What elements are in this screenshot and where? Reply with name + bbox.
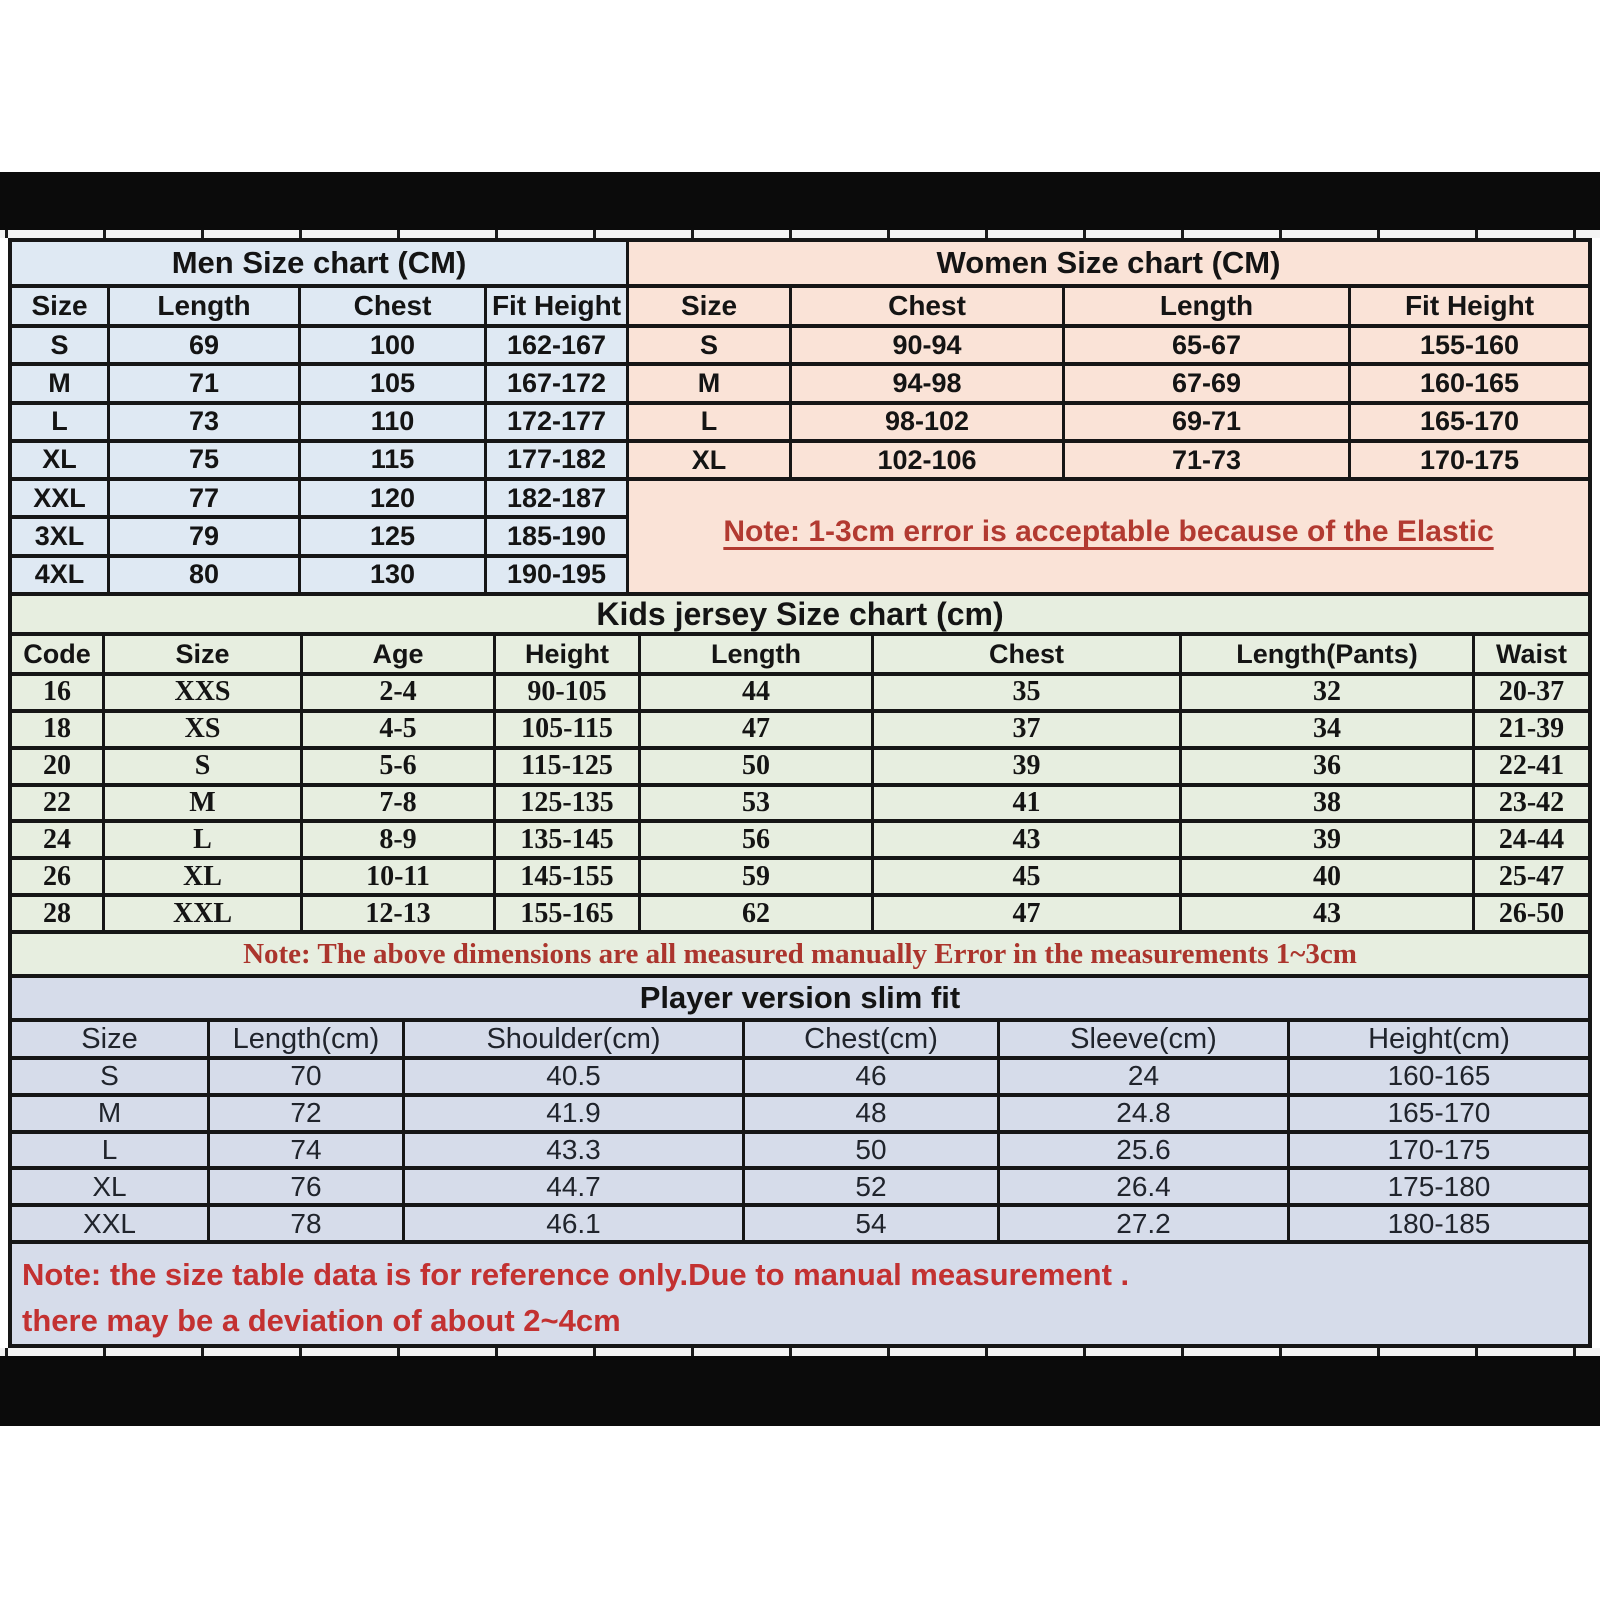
table-cell: 26.4 — [1000, 1170, 1287, 1203]
header-cell: Chest — [792, 288, 1062, 324]
table-cell: XL — [12, 443, 107, 477]
table-cell: L — [105, 823, 300, 856]
table-cell: M — [105, 787, 300, 820]
men-table-title: Men Size chart (CM) — [12, 242, 626, 284]
header-cell: Length(cm) — [210, 1022, 402, 1056]
table-cell: 62 — [641, 897, 871, 930]
table-cell: 160-165 — [1290, 1060, 1588, 1093]
table-cell: 70 — [210, 1060, 402, 1093]
table-cell: M — [12, 1097, 207, 1130]
header-cell: Size — [12, 288, 107, 324]
header-cell: Chest — [874, 636, 1179, 672]
table-cell: 165-170 — [1290, 1097, 1588, 1130]
table-cell: 190-195 — [487, 558, 626, 592]
table-cell: 28 — [12, 897, 102, 930]
header-cell: Length — [641, 636, 871, 672]
header-cell: Size — [629, 288, 789, 324]
table-cell: 105-115 — [496, 713, 638, 746]
header-cell: Chest(cm) — [745, 1022, 997, 1056]
table-cell: XS — [105, 713, 300, 746]
player-table-title: Player version slim fit — [12, 978, 1588, 1018]
table-cell: 125-135 — [496, 787, 638, 820]
table-cell: L — [629, 405, 789, 439]
table-cell: 77 — [110, 481, 298, 515]
table-cell: XXL — [12, 1207, 207, 1240]
table-cell: 155-165 — [496, 897, 638, 930]
table-cell: 120 — [301, 481, 484, 515]
table-cell: 155-160 — [1351, 328, 1588, 362]
table-cell: 110 — [301, 405, 484, 439]
table-cell: 43 — [1182, 897, 1472, 930]
table-cell: 72 — [210, 1097, 402, 1130]
table-cell: S — [105, 750, 300, 783]
table-cell: 10-11 — [303, 860, 493, 893]
table-cell: 115 — [301, 443, 484, 477]
table-cell: 175-180 — [1290, 1170, 1588, 1203]
table-cell: XL — [12, 1170, 207, 1203]
table-cell: 182-187 — [487, 481, 626, 515]
header-cell: Length(Pants) — [1182, 636, 1472, 672]
table-cell: 46.1 — [405, 1207, 742, 1240]
table-cell: M — [629, 366, 789, 400]
table-cell: 41.9 — [405, 1097, 742, 1130]
table-cell: 16 — [12, 676, 102, 709]
table-cell: 32 — [1182, 676, 1472, 709]
header-cell: Age — [303, 636, 493, 672]
table-cell: 43.3 — [405, 1134, 742, 1167]
table-cell: 56 — [641, 823, 871, 856]
header-cell: Code — [12, 636, 102, 672]
table-cell: 76 — [210, 1170, 402, 1203]
table-cell: 45 — [874, 860, 1179, 893]
table-cell: 41 — [874, 787, 1179, 820]
table-cell: 80 — [110, 558, 298, 592]
table-cell: 67-69 — [1065, 366, 1348, 400]
header-cell: Size — [105, 636, 300, 672]
table-cell: 165-170 — [1351, 405, 1588, 439]
table-cell: 59 — [641, 860, 871, 893]
table-cell: 3XL — [12, 519, 107, 553]
table-cell: 170-175 — [1351, 443, 1588, 477]
table-cell: 18 — [12, 713, 102, 746]
table-cell: XXL — [105, 897, 300, 930]
table-cell: 185-190 — [487, 519, 626, 553]
table-cell: 170-175 — [1290, 1134, 1588, 1167]
size-chart-sheet — [8, 238, 1592, 1348]
table-cell: 145-155 — [496, 860, 638, 893]
header-cell: Length — [110, 288, 298, 324]
table-cell: 39 — [1182, 823, 1472, 856]
top-black-bar — [0, 172, 1600, 230]
table-cell: 7-8 — [303, 787, 493, 820]
table-cell: 125 — [301, 519, 484, 553]
table-cell: S — [629, 328, 789, 362]
table-cell: 78 — [210, 1207, 402, 1240]
table-cell: 44 — [641, 676, 871, 709]
table-cell: 40 — [1182, 860, 1472, 893]
player-note-line-1: Note: the size table data is for reference only.Due to manual measurement . — [22, 1256, 1130, 1292]
header-cell: Height(cm) — [1290, 1022, 1588, 1056]
table-cell: 180-185 — [1290, 1207, 1588, 1240]
table-cell: XXL — [12, 481, 107, 515]
kids-table-title: Kids jersey Size chart (cm) — [12, 596, 1588, 632]
table-cell: 36 — [1182, 750, 1472, 783]
table-cell: 8-9 — [303, 823, 493, 856]
table-cell: 24 — [1000, 1060, 1287, 1093]
table-cell: 50 — [745, 1134, 997, 1167]
top-cell-tick-strip — [0, 230, 1600, 238]
table-cell: 71-73 — [1065, 443, 1348, 477]
table-cell: 52 — [745, 1170, 997, 1203]
table-cell: 44.7 — [405, 1170, 742, 1203]
table-cell: 26-50 — [1475, 897, 1588, 930]
table-cell: 115-125 — [496, 750, 638, 783]
header-cell: Height — [496, 636, 638, 672]
table-cell: M — [12, 366, 107, 400]
table-cell: XL — [629, 443, 789, 477]
table-cell: 4-5 — [303, 713, 493, 746]
men-women-row — [12, 242, 1588, 592]
table-cell: 40.5 — [405, 1060, 742, 1093]
table-cell: 27.2 — [1000, 1207, 1287, 1240]
kids-size-table — [12, 596, 1588, 974]
table-cell: 105 — [301, 366, 484, 400]
table-cell: 74 — [210, 1134, 402, 1167]
player-version-table — [12, 978, 1588, 1344]
player-note-line-2: there may be a deviation of about 2~4cm — [22, 1302, 621, 1338]
table-cell: 69 — [110, 328, 298, 362]
table-cell: 102-106 — [792, 443, 1062, 477]
table-cell: S — [12, 1060, 207, 1093]
table-cell: 20 — [12, 750, 102, 783]
table-cell: 160-165 — [1351, 366, 1588, 400]
table-cell: 37 — [874, 713, 1179, 746]
men-size-table — [12, 242, 626, 592]
table-cell: 23-42 — [1475, 787, 1588, 820]
table-cell: 162-167 — [487, 328, 626, 362]
header-cell: Length — [1065, 288, 1348, 324]
table-cell: 75 — [110, 443, 298, 477]
table-cell: 79 — [110, 519, 298, 553]
table-cell: 34 — [1182, 713, 1472, 746]
table-cell: 2-4 — [303, 676, 493, 709]
table-cell: 25-47 — [1475, 860, 1588, 893]
women-table-title: Women Size chart (CM) — [629, 242, 1588, 284]
table-cell: 20-37 — [1475, 676, 1588, 709]
table-cell: L — [12, 1134, 207, 1167]
header-cell: Chest — [301, 288, 484, 324]
table-cell: 65-67 — [1065, 328, 1348, 362]
table-cell: 73 — [110, 405, 298, 439]
table-cell: 90-94 — [792, 328, 1062, 362]
table-cell: 24-44 — [1475, 823, 1588, 856]
table-cell: 25.6 — [1000, 1134, 1287, 1167]
table-cell: 47 — [874, 897, 1179, 930]
table-cell: 12-13 — [303, 897, 493, 930]
table-cell: L — [12, 405, 107, 439]
table-cell: 167-172 — [487, 366, 626, 400]
table-cell: 35 — [874, 676, 1179, 709]
header-cell: Shoulder(cm) — [405, 1022, 742, 1056]
header-cell: Fit Height — [1351, 288, 1588, 324]
table-cell: 46 — [745, 1060, 997, 1093]
table-cell: 38 — [1182, 787, 1472, 820]
women-elastic-note: Note: 1-3cm error is acceptable because of the Elastic — [629, 481, 1588, 592]
table-cell: 90-105 — [496, 676, 638, 709]
table-cell: 26 — [12, 860, 102, 893]
header-cell: Size — [12, 1022, 207, 1056]
table-cell: 98-102 — [792, 405, 1062, 439]
player-deviation-note — [12, 1244, 1588, 1344]
table-cell: S — [12, 328, 107, 362]
table-cell: 100 — [301, 328, 484, 362]
table-cell: 135-145 — [496, 823, 638, 856]
table-cell: 69-71 — [1065, 405, 1348, 439]
women-size-table — [629, 242, 1588, 592]
table-cell: 130 — [301, 558, 484, 592]
bottom-cell-tick-strip — [0, 1348, 1600, 1356]
table-cell: 4XL — [12, 558, 107, 592]
table-cell: 50 — [641, 750, 871, 783]
table-cell: 39 — [874, 750, 1179, 783]
header-cell: Sleeve(cm) — [1000, 1022, 1287, 1056]
header-cell: Fit Height — [487, 288, 626, 324]
table-cell: 94-98 — [792, 366, 1062, 400]
table-cell: 47 — [641, 713, 871, 746]
table-cell: 24.8 — [1000, 1097, 1287, 1130]
bottom-black-bar — [0, 1356, 1600, 1426]
table-cell: 22-41 — [1475, 750, 1588, 783]
table-cell: XL — [105, 860, 300, 893]
header-cell: Waist — [1475, 636, 1588, 672]
table-cell: 53 — [641, 787, 871, 820]
table-cell: 5-6 — [303, 750, 493, 783]
table-cell: 22 — [12, 787, 102, 820]
table-cell: XXS — [105, 676, 300, 709]
table-cell: 24 — [12, 823, 102, 856]
table-cell: 172-177 — [487, 405, 626, 439]
kids-measurement-note: Note: The above dimensions are all measured manually Error in the measurements 1~3cm — [12, 934, 1588, 974]
table-cell: 177-182 — [487, 443, 626, 477]
table-cell: 43 — [874, 823, 1179, 856]
table-cell: 21-39 — [1475, 713, 1588, 746]
table-cell: 54 — [745, 1207, 997, 1240]
table-cell: 48 — [745, 1097, 997, 1130]
table-cell: 71 — [110, 366, 298, 400]
